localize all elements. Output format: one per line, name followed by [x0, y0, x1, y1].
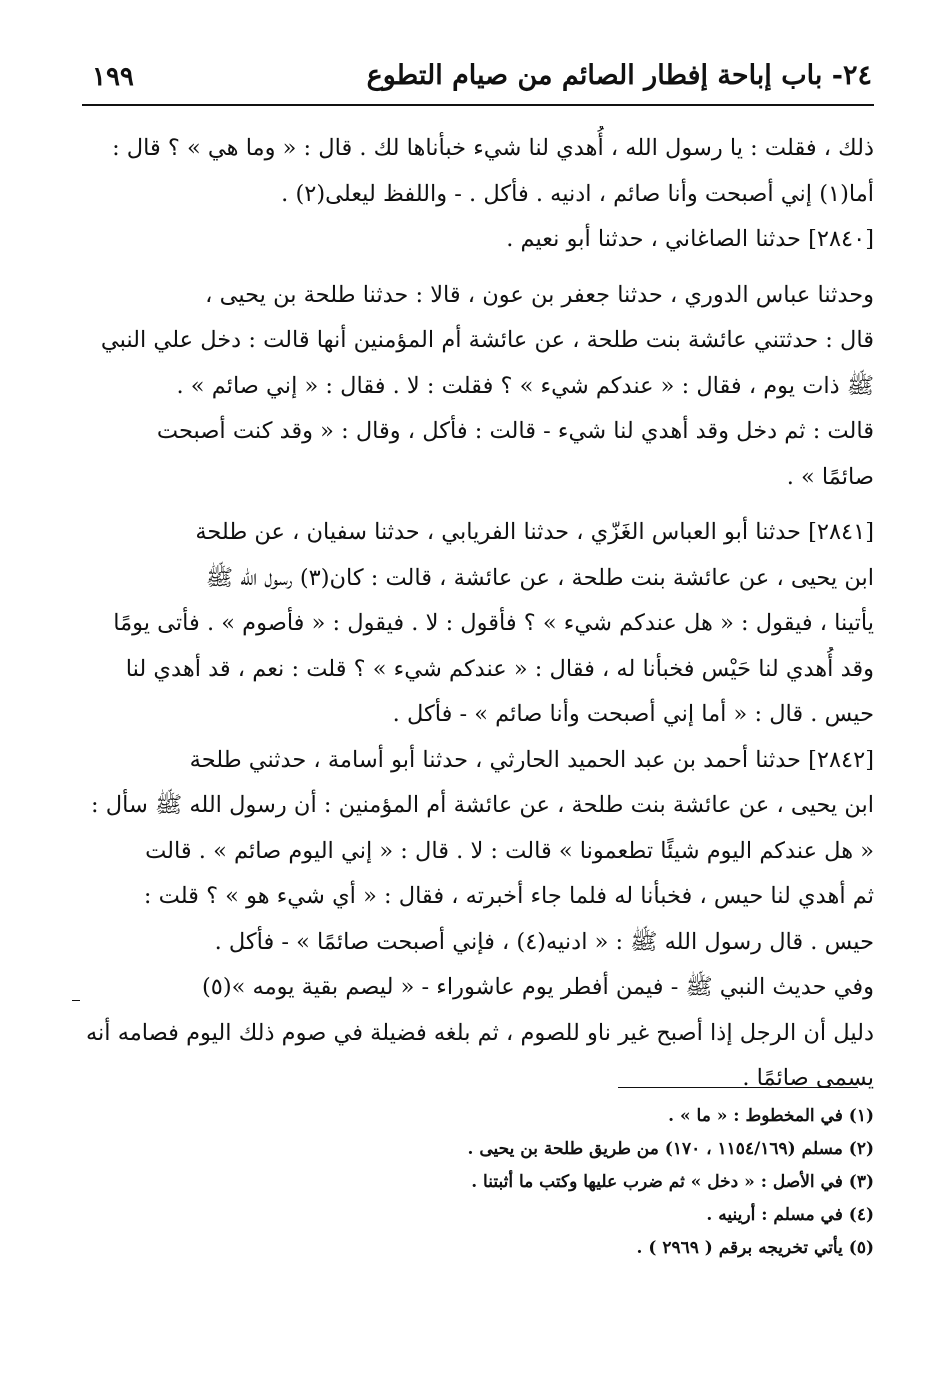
hadith-2840-heading: [٢٨٤٠] حدثنا الصاغاني ، حدثنا أبو نعيم . [506, 226, 874, 252]
text-line: ﷺ ذات يوم ، فقال : « عندكم شيء » ؟ فقلت : لا . فقال : « إني صائم » . [176, 372, 874, 399]
footnote-1: (١) في المخطوط : « ما » . [668, 1106, 874, 1126]
text-line: يأتينا ، فيقول : « هل عندكم شيء » ؟ فأقول : لا . فيقول : « فأصوم » . فأتى يومًا [113, 610, 874, 636]
text-line: قال : حدثتني عائشة بنت طلحة ، عن عائشة أم المؤمنين أنها قالت : دخل علي النبي [100, 327, 874, 353]
paragraph-gap [78, 500, 874, 510]
text-line: وحدثنا عباس الدوري ، حدثنا جعفر بن عون ، قالا : حدثنا طلحة بن يحيى ، [205, 281, 874, 308]
footnote-rule [618, 1087, 858, 1088]
paragraph-gap [78, 263, 874, 273]
page-number: ١٩٩ [92, 62, 134, 92]
main-text [78, 126, 874, 1102]
text-line: حيس . قال : « أما إني أصبحت وأنا صائم » - فأكل . [392, 701, 874, 727]
footnote-3: (٣) في الأصل : « دخل » ثم ضرب عليها وكتب ما أثبتنا . [471, 1172, 874, 1192]
margin-mark [72, 1000, 80, 1001]
running-header [88, 52, 874, 102]
text-line: ابن يحيى ، عن عائشة بنت طلحة ، عن عائشة أم المؤمنين : أن رسول الله ﷺ سأل : [91, 792, 874, 818]
text-line: يسمى صائمًا . [742, 1065, 874, 1091]
text-line: وفي حديث النبي ﷺ - فيمن أفطر يوم عاشوراء - « ليصم بقية يومه »(٥) [201, 974, 874, 1000]
footnote-2: (٢) مسلم (١١٥٤/١٦٩ ، ١٧٠) من طريق طلحة بن يحيى . [467, 1139, 874, 1159]
text-line: ذلك ، فقلت : يا رسول الله ، أُهدي لنا شيء خبأناها لك . قال : « وما هي » ؟ قال : [112, 135, 874, 161]
text-line: صائمًا » . [786, 463, 874, 490]
text-line: « هل عندكم اليوم شيئًا تطعمونا » قالت : لا . قال : « إني اليوم صائم » . قالت [145, 837, 874, 864]
chapter-title: ٢٤- باب إباحة إفطار الصائم من صيام التطوع [366, 60, 872, 91]
text-line: أما(١) إني أصبحت وأنا صائم ، ادنيه . فأكل . - واللفظ ليعلى(٢) . [281, 180, 874, 207]
text-line: ابن يحيى ، عن عائشة بنت طلحة ، عن عائشة ، قالت : كان(٣) رسول الله ﷺ [205, 564, 874, 591]
header-rule [82, 104, 874, 106]
text-line: قالت : ثم دخل وقد أهدي لنا شيء - قالت : فأكل ، وقال : « وقد كنت أصبحت [156, 418, 874, 444]
footnote-5: (٥) يأتي تخريجه برقم ( ٢٩٦٩ ) . [636, 1238, 874, 1258]
text-line: ثم أهدي لنا حيس ، فخبأنا له فلما جاء أخبرته ، فقال : « أي شيء هو » ؟ قلت : [143, 883, 874, 909]
hadith-2842-heading: [٢٨٤٢] حدثنا أحمد بن عبد الحميد الحارثي ، حدثنا أبو أسامة ، حدثني طلحة [189, 746, 874, 773]
footnotes [78, 1100, 874, 1265]
text-line: وقد أُهدي لنا حَيْس فخبأنا له ، فقال : « عندكم شيء » ؟ قلت : نعم ، قد أهدي لنا [125, 655, 874, 682]
footnote-4: (٤) في مسلم : أرينيه . [706, 1205, 874, 1225]
text-line: حيس . قال رسول الله ﷺ : « ادنيه(٤) ، فإني أصبحت صائمًا » - فأكل . [214, 928, 874, 955]
hadith-2841-heading: [٢٨٤١] حدثنا أبو العباس الغَزّي ، حدثنا الفريابي ، حدثنا سفيان ، عن طلحة [195, 519, 874, 545]
text-line: دليل أن الرجل إذا أصبح غير ناو للصوم ، ثم بلغه فضيلة في صوم ذلك اليوم فصامه أنه [85, 1019, 874, 1046]
